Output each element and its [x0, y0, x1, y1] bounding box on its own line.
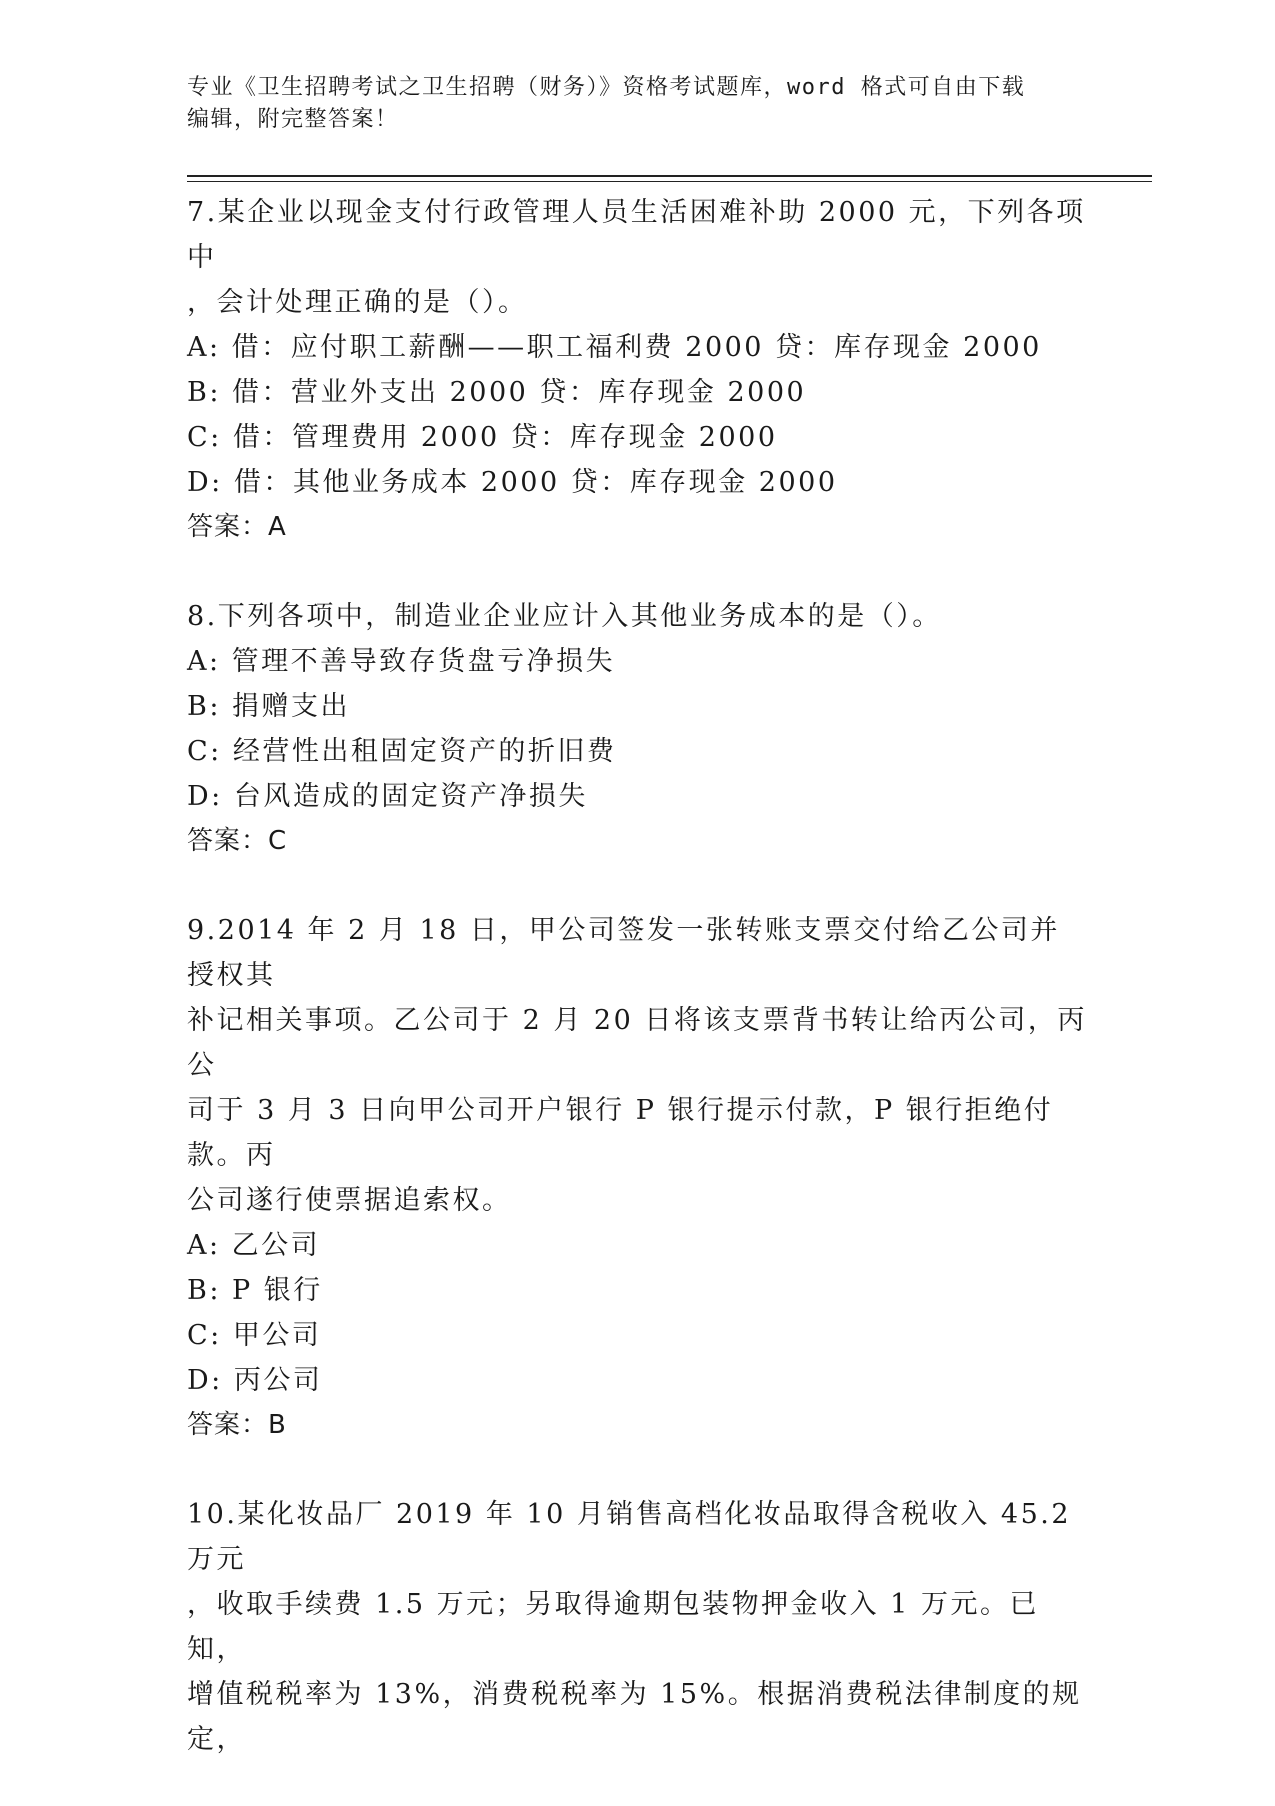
- document-header: [187, 72, 1087, 136]
- option-d: D: 台风造成的固定资产净损失: [187, 781, 588, 812]
- header-line-1: 专业《卫生招聘考试之卫生招聘（财务）》资格考试题库，word 格式可自由下载: [187, 75, 1026, 100]
- question-7: [187, 190, 1087, 550]
- question-list: [187, 190, 1087, 1806]
- question-stem-line: 8.下列各项中，制造业企业应计入其他业务成本的是（）。: [187, 601, 942, 632]
- answer-line: 答案：B: [187, 1410, 287, 1440]
- option-c: C: 经营性出租固定资产的折旧费: [187, 736, 617, 767]
- question-stem-line: 增值税税率为 13%，消费税税率为 15%。根据消费税法律制度的规定，: [187, 1679, 1082, 1755]
- question-stem-line: 补记相关事项。乙公司于 2 月 20 日将该支票背书转让给丙公司，丙公: [187, 1005, 1087, 1081]
- option-a: A: 管理不善导致存货盘亏净损失: [187, 646, 616, 677]
- option-d: D: 丙公司: [187, 1365, 323, 1396]
- question-stem-line: 7.某企业以现金支付行政管理人员生活困难补助 2000 元，下列各项中: [187, 197, 1086, 273]
- option-a: A: 乙公司: [187, 1230, 321, 1261]
- answer-line: 答案：A: [187, 512, 287, 542]
- question-stem-line: 司于 3 月 3 日向甲公司开户银行 P 银行提示付款，P 银行拒绝付款。丙: [187, 1095, 1054, 1171]
- question-8: [187, 594, 1087, 864]
- question-stem-line: 9.2014 年 2 月 18 日，甲公司签发一张转账支票交付给乙公司并授权其: [187, 915, 1060, 991]
- option-c: C: 甲公司: [187, 1320, 322, 1351]
- question-stem-line: 10.某化妆品厂 2019 年 10 月销售高档化妆品取得含税收入 45.2 万元: [187, 1499, 1072, 1575]
- option-b: B: 捐赠支出: [187, 691, 351, 722]
- question-10: [187, 1492, 1087, 1762]
- answer-line: 答案：C: [187, 826, 288, 856]
- header-divider-thick: [187, 175, 1152, 177]
- option-b: B: P 银行: [187, 1275, 323, 1306]
- option-a: A: 借：应付职工薪酬——职工福利费 2000 贷：库存现金 2000: [187, 332, 1042, 363]
- option-b: B: 借：营业外支出 2000 贷：库存现金 2000: [187, 377, 807, 408]
- question-stem-line: ，收取手续费 1.5 万元；另取得逾期包装物押金收入 1 万元。已知，: [187, 1589, 1039, 1665]
- header-divider-thin: [187, 181, 1152, 182]
- question-stem-line: ，会计处理正确的是（）。: [187, 287, 528, 318]
- question-9: [187, 908, 1087, 1448]
- option-c: C: 借：管理费用 2000 贷：库存现金 2000: [187, 422, 778, 453]
- option-d: D: 借：其他业务成本 2000 贷：库存现金 2000: [187, 467, 838, 498]
- header-line-2: 编辑，附完整答案！: [187, 107, 399, 132]
- question-stem-line: 公司遂行使票据追索权。: [187, 1185, 512, 1216]
